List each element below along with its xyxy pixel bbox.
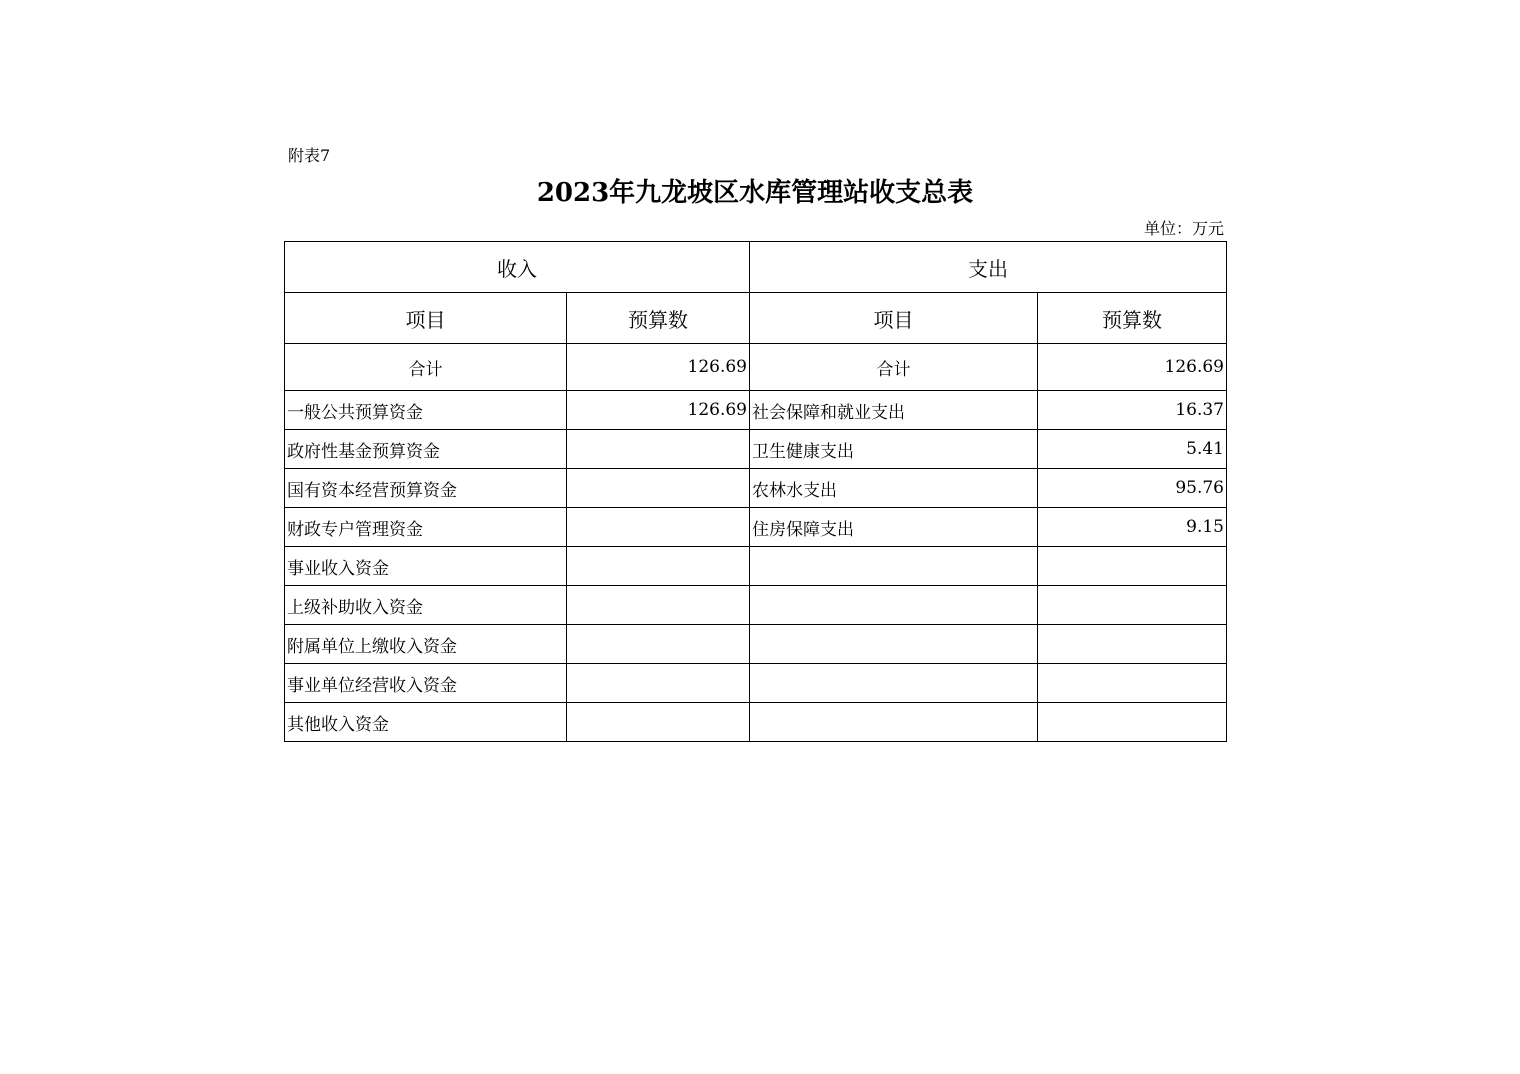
expense-value-cell [1038,547,1227,586]
table-row [285,469,1227,508]
budget-summary-table [284,241,1227,742]
table-row [285,430,1227,469]
table-row [285,664,1227,703]
expense-item-cell [750,664,1038,703]
unit-label: 单位：万元 [1143,219,1224,238]
income-item-cell: 事业收入资金 [285,547,567,586]
expense-item-cell [750,625,1038,664]
income-value-cell [567,430,750,469]
attachment-label: 附表7 [288,146,331,165]
expense-value-cell [1038,664,1227,703]
table-row [285,586,1227,625]
table-row [285,625,1227,664]
expense-item-cell [750,547,1038,586]
expense-budget-column-header: 预算数 [1038,293,1227,344]
income-item-cell: 附属单位上缴收入资金 [285,625,567,664]
income-value-cell [567,586,750,625]
column-header-row [285,293,1227,344]
expense-value-cell [1038,586,1227,625]
expense-total-label: 合计 [750,344,1038,391]
expense-total-value: 126.69 [1038,344,1227,391]
section-header-row [285,242,1227,293]
expense-value-cell: 9.15 [1038,508,1227,547]
expense-value-cell: 5.41 [1038,430,1227,469]
expense-value-cell: 95.76 [1038,469,1227,508]
table-row [285,391,1227,430]
expense-item-cell: 卫生健康支出 [750,430,1038,469]
income-item-cell: 国有资本经营预算资金 [285,469,567,508]
expense-value-cell [1038,703,1227,742]
income-item-cell: 其他收入资金 [285,703,567,742]
income-value-cell [567,547,750,586]
expense-value-cell [1038,625,1227,664]
expense-item-cell: 住房保障支出 [750,508,1038,547]
expense-item-column-header: 项目 [750,293,1038,344]
expense-item-cell: 社会保障和就业支出 [750,391,1038,430]
expense-value-cell: 16.37 [1038,391,1227,430]
income-item-cell: 财政专户管理资金 [285,508,567,547]
table-row [285,508,1227,547]
income-item-cell: 上级补助收入资金 [285,586,567,625]
income-total-value: 126.69 [567,344,750,391]
income-header: 收入 [285,242,750,293]
total-row [285,344,1227,391]
expense-item-cell: 农林水支出 [750,469,1038,508]
income-item-cell: 政府性基金预算资金 [285,430,567,469]
expense-header: 支出 [750,242,1227,293]
income-value-cell [567,703,750,742]
table-row [285,547,1227,586]
income-value-cell [567,469,750,508]
income-value-cell: 126.69 [567,391,750,430]
income-item-cell: 一般公共预算资金 [285,391,567,430]
income-total-label: 合计 [285,344,567,391]
page-title: 2023年九龙坡区水库管理站收支总表 [536,178,974,208]
income-value-cell [567,664,750,703]
table-row [285,703,1227,742]
income-budget-column-header: 预算数 [567,293,750,344]
income-item-column-header: 项目 [285,293,567,344]
income-item-cell: 事业单位经营收入资金 [285,664,567,703]
expense-item-cell [750,586,1038,625]
expense-item-cell [750,703,1038,742]
income-value-cell [567,625,750,664]
income-value-cell [567,508,750,547]
